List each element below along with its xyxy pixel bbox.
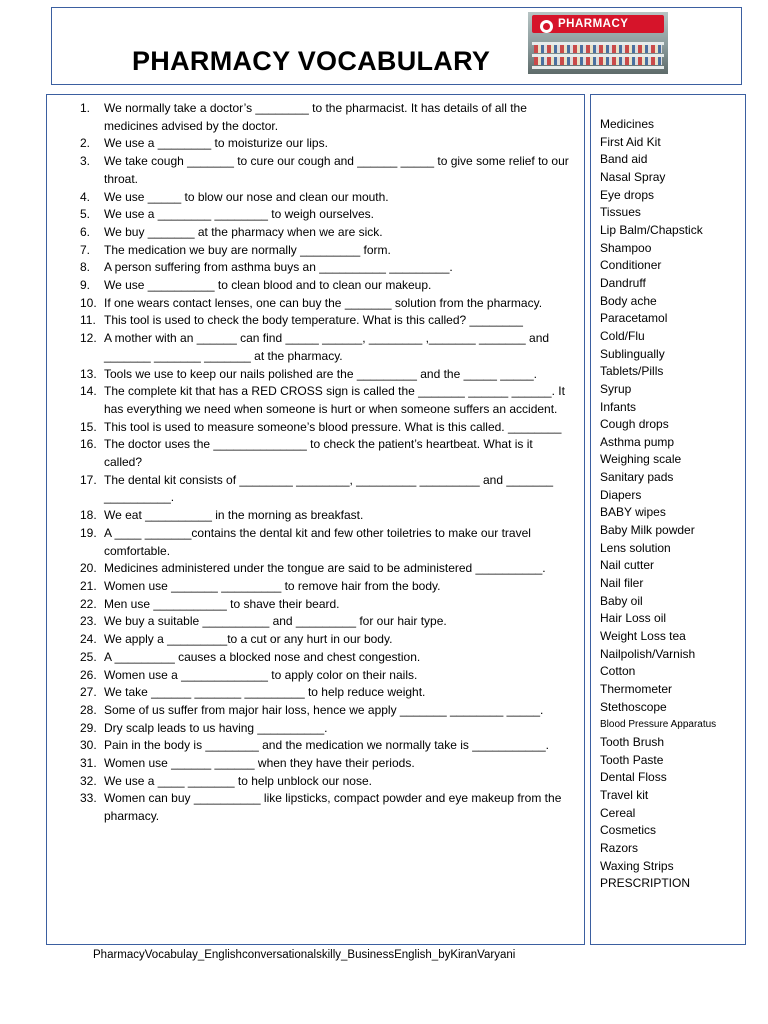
question-text: A person suffering from asthma buys an __________ _________. (104, 260, 453, 275)
word-bank-item: Asthma pump (600, 434, 675, 449)
question-number: 30. (80, 738, 97, 753)
question-number: 7. (80, 242, 91, 257)
word-bank-item: Baby oil (600, 593, 643, 608)
question-number: 16. (80, 437, 97, 452)
word-bank-item: Cereal (600, 805, 636, 820)
question-text: Tools we use to keep our nails polished are the _________ and the _____ _____. (104, 366, 537, 381)
word-bank-item: Weighing scale (600, 452, 682, 467)
question-text: We use a ____ _______ to help unblock our nose. (104, 773, 372, 788)
word-bank-item: Tooth Paste (600, 752, 664, 767)
word-bank-item: Nailpolish/Varnish (600, 646, 696, 661)
question-item (47, 667, 584, 685)
pharmacy-sign (532, 15, 664, 33)
question-number: 32. (80, 773, 97, 788)
question-number: 26. (80, 667, 97, 682)
word-bank-item: Cotton (600, 664, 636, 679)
page-title: PHARMACY VOCABULARY (132, 46, 491, 76)
question-item (47, 383, 584, 418)
word-bank-item: Dandruff (600, 275, 646, 290)
question-text: The medication we buy are normally _________ form. (104, 242, 391, 257)
question-number: 23. (80, 614, 97, 629)
word-bank-item: Eye drops (600, 187, 655, 202)
question-item (47, 702, 584, 720)
word-bank-list (600, 116, 716, 893)
question-number: 3. (80, 154, 91, 169)
question-text: A mother with an ______ can find _____ ______, ________ ,_______ _______ and _______ _______ _______ at the pharmacy. (104, 331, 550, 363)
question-text: We buy _______ at the pharmacy when we are sick. (104, 224, 383, 239)
word-bank-item: Diapers (600, 487, 642, 502)
shelf-products (534, 57, 662, 65)
question-item (47, 790, 584, 825)
question-number: 20. (80, 561, 97, 576)
word-bank-item: Waxing Strips (600, 858, 674, 873)
question-number: 2. (80, 136, 91, 151)
word-bank-item: Tooth Brush (600, 734, 665, 749)
question-text: This tool is used to check the body temperature. What is this called? ________ (104, 313, 523, 328)
word-bank-item: Conditioner (600, 258, 662, 273)
word-bank-item: Shampoo (600, 240, 652, 255)
question-item (47, 613, 584, 631)
question-number: 18. (80, 508, 97, 523)
question-text: Dry scalp leads to us having __________. (104, 720, 328, 735)
question-number: 15. (80, 419, 97, 434)
word-bank-item: PRESCRIPTION (600, 876, 691, 891)
word-bank-item: Thermometer (600, 682, 673, 696)
question-number: 4. (80, 189, 91, 204)
question-item (47, 737, 584, 755)
question-text: Women use a _____________ to apply color on their nails. (104, 667, 418, 682)
question-item (47, 153, 584, 188)
question-item (47, 224, 584, 242)
question-text: Some of us suffer from major hair loss, hence we apply _______ ________ _____. (104, 702, 544, 717)
word-bank-item: Tablets/Pills (600, 364, 664, 379)
word-bank-item: Razors (600, 840, 639, 855)
question-number: 9. (80, 278, 91, 293)
question-text: We use a ________ ________ to weigh ourselves. (104, 207, 374, 222)
question-text: If one wears contact lenses, one can buy the _______ solution from the pharmacy. (104, 295, 543, 310)
word-bank-item: Infants (600, 399, 637, 414)
word-bank-item: BABY wipes (600, 505, 666, 520)
word-bank-item: Sanitary pads (600, 470, 674, 485)
question-item (47, 755, 584, 773)
question-item (47, 631, 584, 649)
question-text: We take ______ _______ _________ to help reduce weight. (104, 685, 426, 700)
question-list (47, 100, 584, 826)
question-number: 27. (80, 685, 97, 700)
question-item (47, 312, 584, 330)
question-number: 14. (80, 384, 97, 399)
question-number: 28. (80, 702, 97, 717)
word-bank-item: Cosmetics (600, 823, 657, 838)
question-item (47, 720, 584, 738)
question-item (47, 472, 584, 507)
word-bank-item: First Aid Kit (600, 134, 661, 149)
pharmacy-photo (528, 12, 668, 74)
question-item (47, 507, 584, 525)
question-number: 6. (80, 224, 91, 239)
word-bank-item: Paracetamol (600, 311, 668, 326)
question-number: 25. (80, 649, 97, 664)
question-number: 19. (80, 525, 97, 540)
question-item (47, 773, 584, 791)
question-text: The complete kit that has a RED CROSS sign is called the _______ ______ ______. It has everything we need when someone is hurt or when someone suffers an accident. (104, 384, 565, 416)
word-bank-item: Cold/Flu (600, 328, 645, 343)
word-bank-item: Blood Pressure Apparatus (600, 719, 717, 731)
question-text: We apply a _________to a cut or any hurt in our body. (104, 632, 393, 647)
question-number: 17. (80, 472, 97, 487)
word-bank-item: Syrup (600, 381, 632, 396)
question-number: 13. (80, 366, 97, 381)
shelf-products (534, 45, 662, 53)
question-item (47, 135, 584, 153)
question-text: The doctor uses the ______________ to check the patient’s heartbeat. What is it called? (104, 437, 533, 470)
question-text: We buy a suitable __________ and _________ for our hair type. (104, 614, 447, 629)
question-item (47, 189, 584, 207)
question-number: 21. (80, 578, 97, 593)
question-number: 8. (80, 260, 91, 275)
question-text: Pain in the body is ________ and the medication we normally take is ___________. (104, 738, 549, 753)
question-text: A ____ _______contains the dental kit and few other toiletries to make our travel comfortable. (104, 525, 531, 558)
word-bank-item: Nail filer (600, 576, 644, 591)
question-item (47, 330, 584, 365)
target-logo-icon (540, 20, 553, 33)
word-bank-item: Nail cutter (600, 558, 655, 573)
question-number: 12. (80, 331, 97, 346)
word-bank-item: Stethoscope (600, 699, 667, 714)
word-bank-box (590, 94, 746, 945)
question-number: 33. (80, 791, 97, 806)
question-item (47, 419, 584, 437)
word-bank-item: Body ache (600, 293, 657, 308)
question-item (47, 649, 584, 667)
word-bank-item: Nasal Spray (600, 169, 666, 184)
question-item (47, 100, 584, 135)
word-bank-item: Band aid (600, 152, 648, 167)
question-item (47, 366, 584, 384)
word-bank-item: Lip Balm/Chapstick (600, 222, 703, 237)
question-text: We use a ________ to moisturize our lips. (104, 136, 328, 151)
question-item (47, 206, 584, 224)
question-item (47, 684, 584, 702)
word-bank-item: Sublingually (600, 346, 665, 361)
question-text: Women use ______ ______ when they have their periods. (104, 756, 415, 771)
question-text: We use _____ to blow our nose and clean our mouth. (104, 189, 389, 204)
word-bank-item: Dental Floss (600, 770, 667, 785)
question-number: 11. (80, 313, 96, 328)
question-text: This tool is used to measure someone’s blood pressure. What is this called. ________ (104, 419, 562, 434)
question-item (47, 259, 584, 277)
question-text: Women can buy __________ like lipsticks, compact powder and eye makeup from the pharmacy. (104, 791, 562, 824)
question-item (47, 242, 584, 260)
question-number: 22. (80, 596, 97, 611)
shelf (532, 66, 664, 69)
word-bank-item: Baby Milk powder (600, 523, 695, 538)
question-text: We eat __________ in the morning as breakfast. (104, 508, 364, 523)
question-item (47, 578, 584, 596)
word-bank-item: Cough drops (600, 417, 669, 432)
question-text: We use __________ to clean blood and to clean our makeup. (104, 278, 432, 293)
word-bank-item: Medicines (600, 117, 655, 131)
question-item (47, 596, 584, 614)
word-bank-item: Tissues (600, 205, 641, 220)
question-text: Men use ___________ to shave their beard. (104, 596, 340, 611)
questions-box (46, 94, 585, 945)
question-item (47, 277, 584, 295)
question-text: We normally take a doctor’s ________ to the pharmacist. It has details of all the medicines advised by the doctor. (104, 101, 527, 133)
question-number: 5. (80, 207, 91, 222)
question-item (47, 560, 584, 578)
question-number: 29. (80, 720, 97, 735)
question-item (47, 525, 584, 560)
word-bank-item: Hair Loss oil (600, 611, 667, 626)
question-text: Medicines administered under the tongue are said to be administered __________. (104, 561, 546, 576)
question-number: 31. (80, 756, 97, 771)
question-text: A _________ causes a blocked nose and chest congestion. (104, 649, 421, 664)
word-bank-item: Travel kit (600, 787, 649, 802)
footer-credit: PharmacyVocabulay_Englishconversationalskilly_BusinessEnglish_byKiranVaryani (93, 949, 516, 961)
question-number: 1. (80, 101, 91, 115)
word-bank-item: Weight Loss tea (600, 629, 686, 644)
question-item (47, 295, 584, 313)
question-item (47, 436, 584, 471)
question-text: The dental kit consists of ________ ________, _________ _________ and _______ __________. (104, 472, 554, 505)
question-number: 24. (80, 632, 97, 647)
word-bank-item: Lens solution (600, 540, 671, 555)
pharmacy-sign-text: PHARMACY (558, 18, 629, 30)
question-text: We take cough _______ to cure our cough and ______ _____ to give some relief to our throat. (104, 154, 569, 186)
question-text: Women use _______ _________ to remove hair from the body. (104, 578, 441, 593)
question-number: 10. (80, 295, 97, 310)
